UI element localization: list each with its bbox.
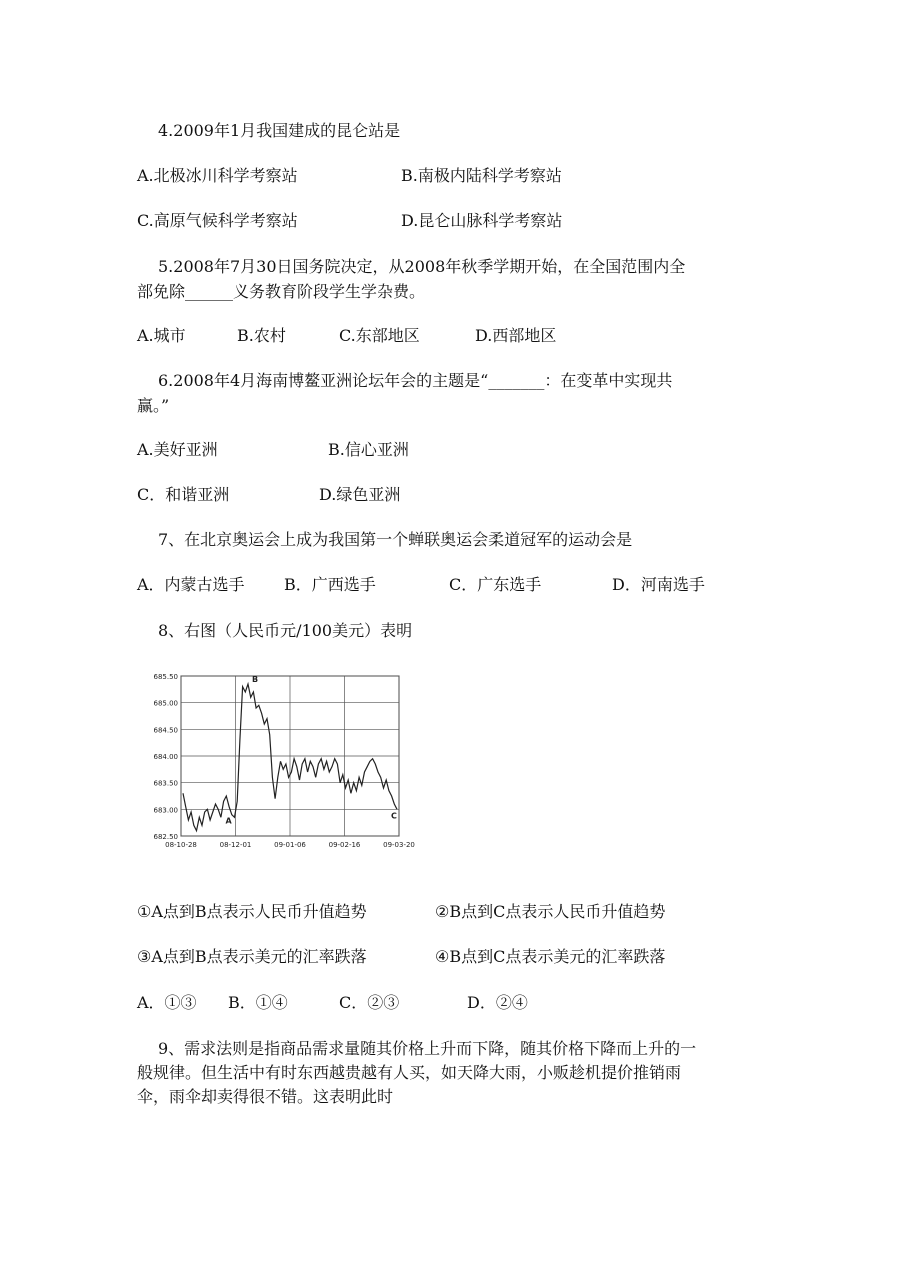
y-tick-label: 682.50 — [153, 833, 178, 841]
y-tick-label: 683.00 — [153, 806, 178, 815]
question-5-option-a: A.城市 — [137, 326, 186, 345]
question-7-option-c: C．广东选手 — [449, 575, 542, 594]
question-4-option-d: D.昆仑山脉科学考察站 — [401, 211, 563, 230]
question-5-stem-line-2: 部免除______义务教育阶段学生学杂费。 — [137, 282, 426, 301]
annotation-label: A — [225, 816, 232, 826]
question-6-stem-line-1: 6.2008年4月海南博鳌亚洲论坛年会的主题是“_______：在变革中实现共 — [158, 371, 673, 390]
question-8-statement-3: ③A点到B点表示美元的汇率跌落 — [137, 947, 367, 966]
question-6-option-b: B.信心亚洲 — [328, 440, 409, 459]
y-tick-label: 685.00 — [153, 699, 178, 708]
question-4-option-c: C.高原气候科学考察站 — [137, 211, 298, 230]
y-tick-label: 684.00 — [153, 753, 178, 761]
question-7-option-d: D．河南选手 — [612, 575, 705, 594]
chart-grid — [181, 676, 399, 836]
x-tick-label: 09-02-16 — [328, 841, 361, 849]
question-8-statement-1: ①A点到B点表示人民币升值趋势 — [137, 902, 367, 921]
question-8-option-a: A．①③ — [137, 993, 197, 1012]
annotation-label: B — [252, 675, 259, 684]
chart-x-ticks — [165, 841, 415, 849]
question-8-option-c: C．②③ — [339, 993, 400, 1012]
question-4-option-a: A.北极冰川科学考察站 — [137, 166, 298, 185]
y-tick-label: 684.50 — [153, 726, 178, 735]
question-6-option-c: C．和谐亚洲 — [137, 485, 230, 504]
question-7-option-b: B．广西选手 — [284, 575, 376, 594]
question-8-option-d: D．②④ — [467, 993, 528, 1012]
y-tick-label: 685.50 — [153, 673, 178, 681]
question-5-option-b: B.农村 — [237, 326, 286, 345]
question-8-option-b: B．①④ — [228, 993, 288, 1012]
x-tick-label: 09-01-06 — [274, 841, 306, 849]
question-8-stem: 8、右图（人民币元/100美元）表明 — [158, 621, 413, 640]
question-6-option-a: A.美好亚洲 — [137, 440, 218, 459]
question-8-statement-2: ②B点到C点表示人民币升值趋势 — [435, 902, 666, 921]
question-7-option-a: A．内蒙古选手 — [137, 575, 245, 594]
question-6-stem-line-2: 赢。” — [137, 396, 170, 415]
question-8-statement-4: ④B点到C点表示美元的汇率跌落 — [435, 947, 666, 966]
question-4-option-b: B.南极内陆科学考察站 — [401, 166, 562, 185]
question-9-stem-line-2: 般规律。但生活中有时东西越贵越有人买，如天降大雨，小贩趁机提价推销雨 — [137, 1063, 682, 1082]
question-5-option-c: C.东部地区 — [339, 326, 420, 345]
x-tick-label: 09-03-20 — [383, 841, 415, 849]
x-tick-label: 08-12-01 — [219, 841, 252, 849]
chart-y-ticks — [154, 673, 179, 841]
annotation-label: C — [391, 811, 397, 821]
y-tick-label: 683.50 — [153, 779, 178, 788]
exchange-rate-chart — [137, 664, 422, 860]
question-7-stem: 7、在北京奥运会上成为我国第一个蝉联奥运会柔道冠军的运动会是 — [158, 530, 633, 549]
question-5-option-d: D.西部地区 — [475, 326, 557, 345]
x-tick-label: 08-10-28 — [165, 841, 197, 849]
question-9-stem-line-1: 9、需求法则是指商品需求量随其价格上升而下降，随其价格下降而上升的一 — [158, 1039, 697, 1058]
question-9-stem-line-3: 伞，雨伞却卖得很不错。这表明此时 — [137, 1087, 394, 1106]
question-4-stem: 4.2009年1月我国建成的昆仑站是 — [158, 121, 401, 140]
question-6-option-d: D.绿色亚洲 — [319, 485, 401, 504]
question-5-stem-line-1: 5.2008年7月30日国务院决定，从2008年秋季学期开始，在全国范围内全 — [158, 257, 686, 276]
